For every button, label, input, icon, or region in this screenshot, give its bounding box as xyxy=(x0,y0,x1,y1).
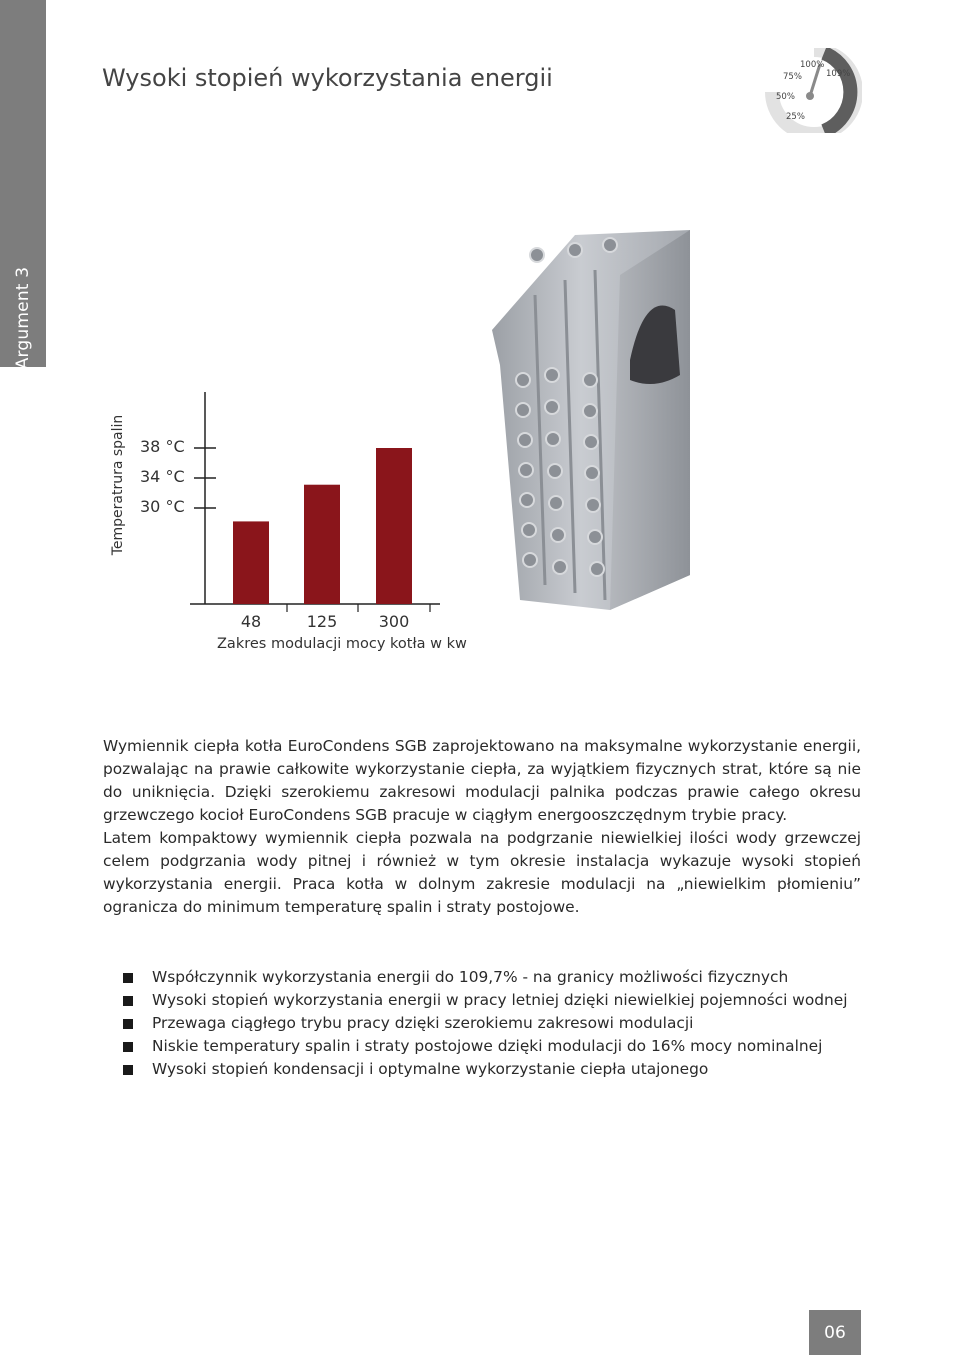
gauge-label-50: 50% xyxy=(776,92,795,102)
body-text xyxy=(103,735,861,919)
x-tick-label: 300 xyxy=(378,612,410,631)
list-item: Wysoki stopień kondensacji i optymalne wykorzystanie ciepła utajonego xyxy=(120,1058,862,1081)
page-number: 06 xyxy=(809,1310,861,1355)
paragraph: Latem kompaktowy wymiennik ciepła pozwala na podgrzanie niewielkiej ilości wody grzewczej celem podgrzania wody pitnej i również w tym okresie instalacja wykazuje wysoki stopień wykorzystania energii. Praca kotła w dolnym zakresie modulacji na „niewielkim płomieniu” ogranicza do minimum temperaturę spalin i straty postojowe. xyxy=(103,829,861,916)
list-item: Niskie temperatury spalin i straty postojowe dzięki modulacji do 16% mocy nominalnej xyxy=(120,1035,862,1058)
side-tab xyxy=(0,0,46,370)
gauge-arc xyxy=(824,53,850,131)
chart-svg xyxy=(104,380,484,670)
gauge-label-75: 75% xyxy=(783,72,802,82)
list-item: Wysoki stopień wykorzystania energii w pracy letniej dzięki niewielkiej pojemności wodnej xyxy=(120,989,862,1012)
y-tick-label: 38 °C xyxy=(140,437,185,456)
efficiency-gauge xyxy=(762,48,862,133)
y-tick-label: 30 °C xyxy=(140,497,185,516)
paragraph: Wymiennik ciepła kotła EuroCondens SGB zaprojektowano na maksymalne wykorzystanie energii, pozwalając na prawie całkowite wykorzystanie ciepła, za wyjątkiem fizycznych strat, które są nie do uniknięcia. Dzięki szerokiemu zakresowi modulacji palnika podczas prawie całego okresu grzewczego kocioł EuroCondens SGB pracuje w ciągłym energooszczędnym trybie pracy. xyxy=(103,737,861,824)
list-item: Przewaga ciągłego trybu pracy dzięki szerokiemu zakresowi modulacji xyxy=(120,1012,862,1035)
chart-bar xyxy=(376,448,412,604)
heat-exchanger-photo xyxy=(480,215,700,625)
chart-bar xyxy=(233,521,269,604)
x-tick-label: 125 xyxy=(306,612,338,631)
chart-bar xyxy=(304,485,340,604)
list-item: Współczynnik wykorzystania energii do 109,7% - na granicy możliwości fizycznych xyxy=(120,966,862,989)
page-title: Wysoki stopień wykorzystania energii xyxy=(102,64,553,92)
feature-list xyxy=(120,966,862,1081)
gauge-label-100: 100% xyxy=(800,60,825,70)
side-tab-label: Argument 3 xyxy=(13,266,33,370)
x-tick-label: 48 xyxy=(240,612,262,631)
chart-x-axis-label: Zakres modulacji mocy kotła w kw xyxy=(217,636,467,652)
temperature-chart xyxy=(104,380,484,670)
chart-y-axis-label: Temperatrura spalin xyxy=(110,414,126,556)
y-tick-label: 34 °C xyxy=(140,467,185,486)
gauge-label-25: 25% xyxy=(786,112,805,122)
gauge-label-109: 109% xyxy=(826,69,851,79)
